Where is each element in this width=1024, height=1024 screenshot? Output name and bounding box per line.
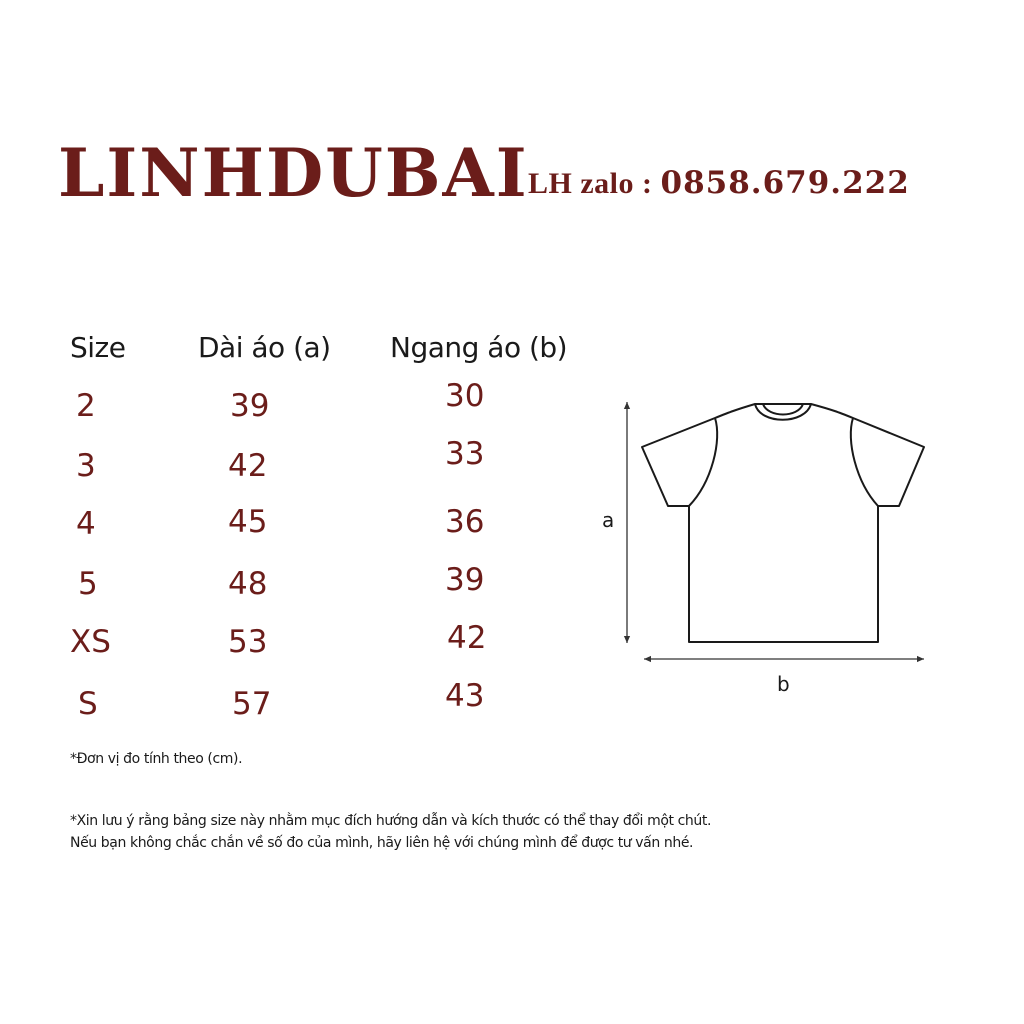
contact-phone: 0858.679.222 <box>660 165 910 201</box>
header-size: Size <box>70 331 126 364</box>
disclaimer-line-2: Nếu bạn không chắc chắn về số đo của mình, hãy liên hệ với chúng mình để được tư vấn nhé. <box>70 835 694 851</box>
cell-width: 42 <box>447 620 487 656</box>
cell-length: 39 <box>230 388 270 424</box>
cell-length: 57 <box>232 686 272 722</box>
cell-size: 2 <box>76 388 96 424</box>
cell-width: 36 <box>445 504 485 540</box>
cell-length: 53 <box>228 624 268 660</box>
cell-size: 3 <box>76 448 96 484</box>
cell-width: 30 <box>445 378 485 414</box>
cell-width: 39 <box>445 562 485 598</box>
disclaimer-note <box>70 810 711 854</box>
contact-info <box>528 165 910 201</box>
label-b: b <box>777 672 790 696</box>
cell-size: 4 <box>76 506 96 542</box>
cell-width: 33 <box>445 436 485 472</box>
header-width: Ngang áo (b) <box>390 331 568 364</box>
cell-length: 42 <box>228 448 268 484</box>
tshirt-diagram <box>595 390 935 700</box>
cell-size: 5 <box>78 566 98 602</box>
tshirt-outline-icon <box>642 404 924 642</box>
cell-width: 43 <box>445 678 485 714</box>
brand-logo-text: LINHDUBAI <box>58 134 529 212</box>
disclaimer-line-1: *Xin lưu ý rằng bảng size này nhằm mục đích hướng dẫn và kích thước có thể thay đổi một chút. <box>70 813 712 829</box>
label-a: a <box>602 508 615 532</box>
contact-prefix: LH zalo : <box>528 167 661 200</box>
cell-length: 48 <box>228 566 268 602</box>
unit-note: *Đơn vị đo tính theo (cm). <box>70 751 243 767</box>
header-length: Dài áo (a) <box>198 331 331 364</box>
cell-size: S <box>78 686 98 722</box>
cell-length: 45 <box>228 504 268 540</box>
cell-size: XS <box>70 624 111 660</box>
